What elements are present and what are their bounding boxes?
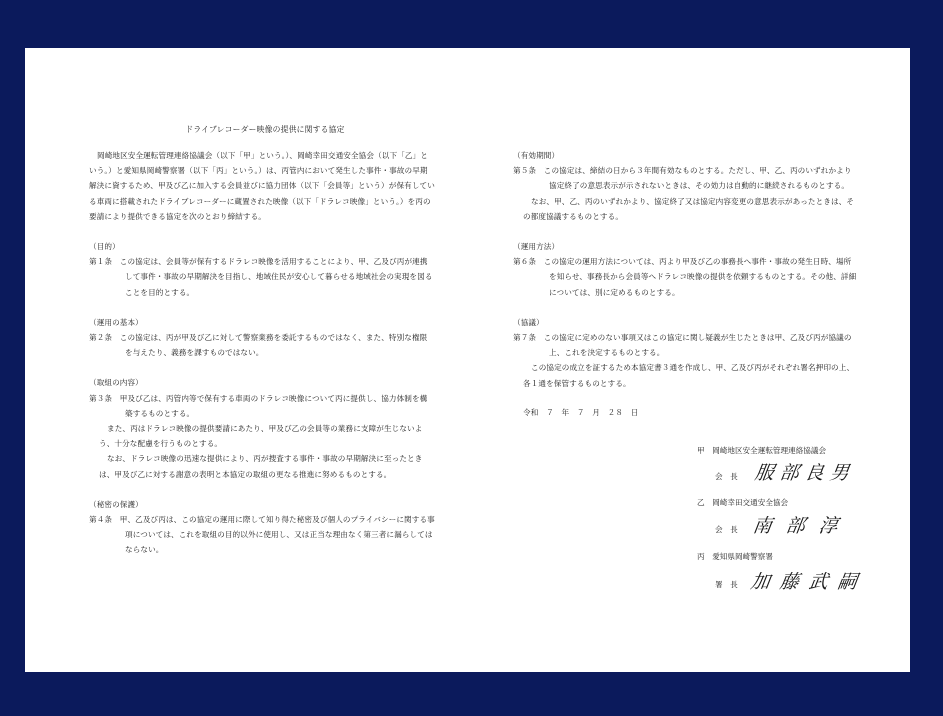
document-title: ドライブレコーダー映像の提供に関する協定 bbox=[185, 125, 345, 134]
section-heading: （目的） bbox=[89, 242, 120, 252]
handwritten-signature: 加藤武嗣 bbox=[749, 571, 869, 593]
left-sections bbox=[89, 239, 435, 558]
section-heading: （取組の内容） bbox=[89, 378, 143, 388]
signatory-role: 署 長 bbox=[715, 580, 738, 589]
article-paragraph: この協定の成立を証するため本協定書３通を作成し、甲、乙及び丙がそれぞれ署名押印の上、各１通を保管するものとする。 bbox=[523, 363, 855, 388]
signatory-org: 岡崎幸田交通安全協会 bbox=[712, 498, 789, 507]
article-text: 第４条 甲、乙及び丙は、この協定の運用に際して知り得た秘密及び個人のプライバシーに関する事項については、これを取組の目的以外に使用し、又は正当な理由なく第三者に漏らしてはならない。 bbox=[89, 515, 435, 555]
section-heading: （秘密の保護） bbox=[89, 499, 143, 509]
signatory-org: 岡崎地区安全運転管理連絡協議会 bbox=[712, 446, 827, 455]
party-label: 甲 bbox=[697, 446, 705, 455]
section-heading: （運用方法） bbox=[513, 242, 560, 252]
signatory-1 bbox=[697, 445, 857, 484]
section-heading: （有効期間） bbox=[513, 151, 560, 160]
signatory-3 bbox=[697, 551, 869, 593]
article-paragraph: なお、ドラレコ映像の迅速な提供により、丙が捜査する事件・事故の早期解決に至ったときは、甲及び乙に対する謝意の表明と本協定の取組の更なる推進に努めるものとする。 bbox=[99, 454, 423, 479]
article-text: 第６条 この協定の運用方法については、丙より甲及び乙の事務長へ事件・事故の発生日時、場所を知らせ、事務長から会員等へドラレコ映像の提供を依頼するものとする。その他、詳細については、別に定めるものとする。 bbox=[513, 257, 857, 297]
handwritten-signature: 南部淳 bbox=[751, 515, 854, 537]
article-text: 第７条 この協定に定めのない事項又はこの協定に関し疑義が生じたときは甲、乙及び丙が協議の上、これを決定するものとする。 bbox=[513, 333, 852, 358]
section-heading: （協議） bbox=[513, 317, 544, 327]
article-paragraph: また、丙はドラレコ映像の提供要請にあたり、甲及び乙の会員等の業務に支障が生じないよう、十分な配慮を行うものとする。 bbox=[99, 424, 423, 449]
article-text: 第５条 この協定は、締結の日から３年間有効なものとする。ただし、甲、乙、丙のいずれかより協定終了の意思表示が示されないときは、その効力は自動的に継続されるものとする。 bbox=[513, 166, 852, 191]
signatory-org: 愛知県岡崎警察署 bbox=[712, 552, 773, 561]
party-label: 丙 bbox=[697, 552, 705, 561]
signatory-role: 会 長 bbox=[715, 525, 738, 534]
handwritten-signature: 服部良男 bbox=[753, 462, 857, 484]
signatory-2 bbox=[697, 497, 854, 537]
signatory-role: 会 長 bbox=[715, 472, 738, 481]
right-sections bbox=[513, 148, 858, 391]
right-column bbox=[513, 148, 858, 420]
article-text: 第２条 この協定は、丙が甲及び乙に対して警察業務を委託するものではなく、また、特別な権限を与えたり、義務を課すものではない。 bbox=[89, 333, 428, 358]
party-label: 乙 bbox=[697, 498, 705, 507]
article-text: 第３条 甲及び乙は、丙管内等で保有する車両のドラレコ映像について丙に提供し、協力体制を構築するものとする。 bbox=[89, 393, 428, 418]
section-heading: （運用の基本） bbox=[89, 317, 143, 327]
left-column bbox=[89, 148, 435, 558]
intro-paragraph: 岡崎地区安全運転管理連絡協議会（以下「甲」という。）、岡崎幸田交通安全協会（以下「乙」という。）と愛知県岡崎警察署（以下「丙」という。）は、丙管内において発生した事件・事故の早期解決に資するため、甲及び乙に加入する会員並びに協力団体（以下「会員等」という）が保有している車両に搭載されたドライブレコーダーに蔵置された映像（以下「ドラレコ映像」という。）を丙の要請により提供できる協定を次のとおり締結する。 bbox=[89, 151, 435, 221]
document-page bbox=[25, 48, 910, 672]
agreement-date: 令和 ７ 年 ７ 月 ２８ 日 bbox=[523, 407, 639, 417]
article-paragraph: なお、甲、乙、丙のいずれかより、協定終了又は協定内容変更の意思表示があったときは、その都度協議するものとする。 bbox=[523, 196, 855, 221]
article-text: 第１条 この協定は、会員等が保有するドラレコ映像を活用することにより、甲、乙及び丙が連携して事件・事故の早期解決を目指し、地域住民が安心して暮らせる地域社会の実現を図ることを目的とする。 bbox=[89, 257, 433, 297]
